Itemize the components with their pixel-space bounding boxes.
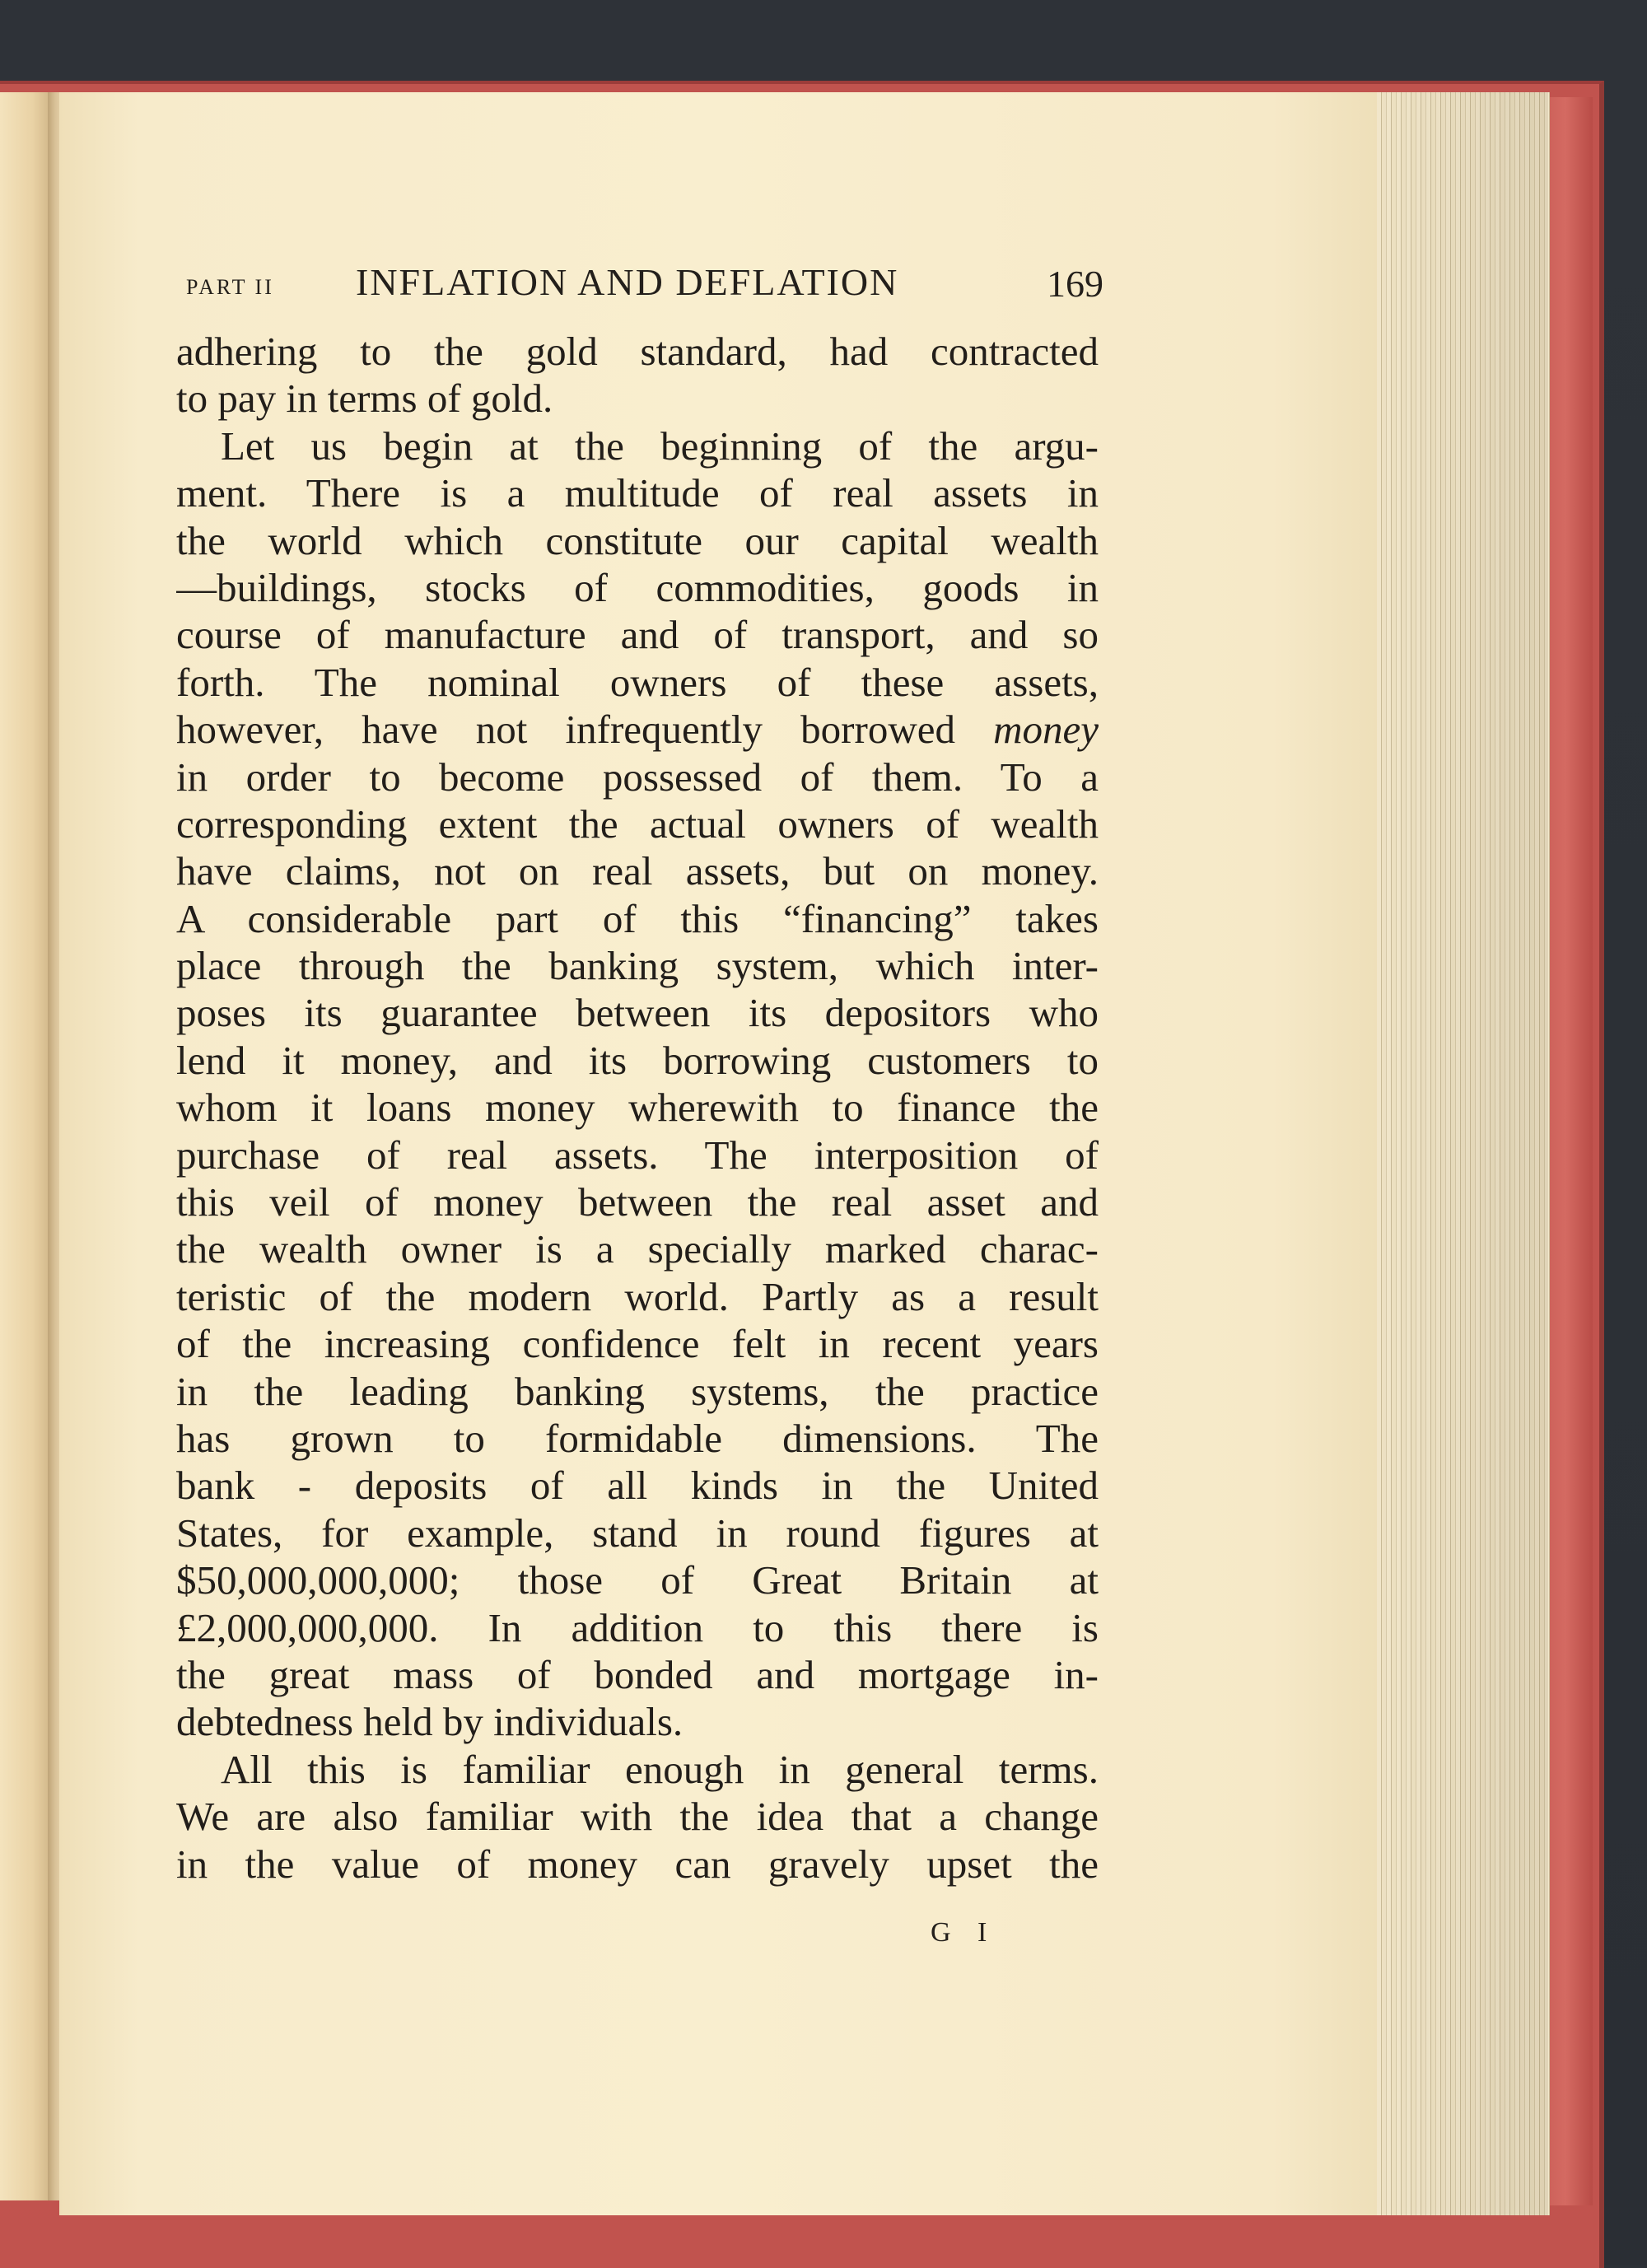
text-line: bank - deposits of all kinds in the United — [176, 1463, 1099, 1509]
text-line: teristic of the modern world. Partly as a result — [176, 1273, 1099, 1319]
text-line: A considerable part of this “financing” takes — [176, 895, 1099, 941]
text-line: —buildings, stocks of commodities, goods in — [176, 564, 1099, 610]
running-head — [186, 257, 1103, 315]
text-segment: however, have not infrequently borrowed — [176, 707, 955, 753]
text-line: the wealth owner is a specially marked charac- — [176, 1226, 1099, 1272]
body-text — [176, 328, 1099, 1888]
text-line: ment. There is a multitude of real assets in — [176, 470, 1099, 516]
text-line: $50,000,000,000; those of Great Britain at — [176, 1557, 1099, 1603]
part-label: PART II — [186, 275, 274, 299]
paragraph-start-line: Let us begin at the beginning of the argu- — [221, 422, 1099, 469]
text-line: have claims, not on real assets, but on money. — [176, 848, 1099, 894]
text-line: the world which constitute our capital wealth — [176, 517, 1099, 563]
paragraph-start-line: All this is familiar enough in general terms. — [221, 1746, 1099, 1792]
text-line: place through the banking system, which inter- — [176, 943, 1099, 989]
text-line: purchase of real assets. The interposition of — [176, 1132, 1099, 1178]
text-line: in the value of money can gravely upset the — [176, 1841, 1099, 1887]
signature-mark: G I — [931, 1917, 997, 1948]
chapter-title: INFLATION AND DEFLATION — [356, 261, 899, 303]
text-line: has grown to formidable dimensions. The — [176, 1415, 1099, 1461]
text-line: We are also familiar with the idea that a change — [176, 1794, 1099, 1840]
text-line: this veil of money between the real asset and — [176, 1179, 1099, 1225]
text-line: adhering to the gold standard, had contracted — [176, 329, 1099, 374]
text-line: lend it money, and its borrowing customers to — [176, 1037, 1099, 1083]
text-line: corresponding extent the actual owners of wealth — [176, 800, 1099, 847]
page-edges-shadow — [1360, 92, 1548, 2215]
text-line: course of manufacture and of transport, and so — [176, 612, 1099, 658]
italic-word: money — [993, 707, 1099, 753]
facing-page-edge — [0, 92, 54, 2200]
text-line: in order to become possessed of them. To a — [176, 754, 1099, 800]
text-line: the great mass of bonded and mortgage in- — [176, 1651, 1099, 1697]
text-line-with-italic — [176, 706, 1099, 753]
text-line: debtedness held by individuals. — [176, 1699, 684, 1745]
text-line: poses its guarantee between its depositors who — [176, 990, 1099, 1036]
text-line: forth. The nominal owners of these assets, — [176, 659, 1099, 705]
text-line: to pay in terms of gold. — [176, 376, 553, 422]
text-line: States, for example, stand in round figures at — [176, 1510, 1099, 1556]
text-line: £2,000,000,000. In addition to this there is — [176, 1604, 1099, 1650]
text-line: of the increasing confidence felt in recent years — [176, 1321, 1099, 1367]
text-line: in the leading banking systems, the practice — [176, 1368, 1099, 1414]
page-number: 169 — [1047, 263, 1103, 305]
text-line: whom it loans money wherewith to finance the — [176, 1085, 1099, 1131]
